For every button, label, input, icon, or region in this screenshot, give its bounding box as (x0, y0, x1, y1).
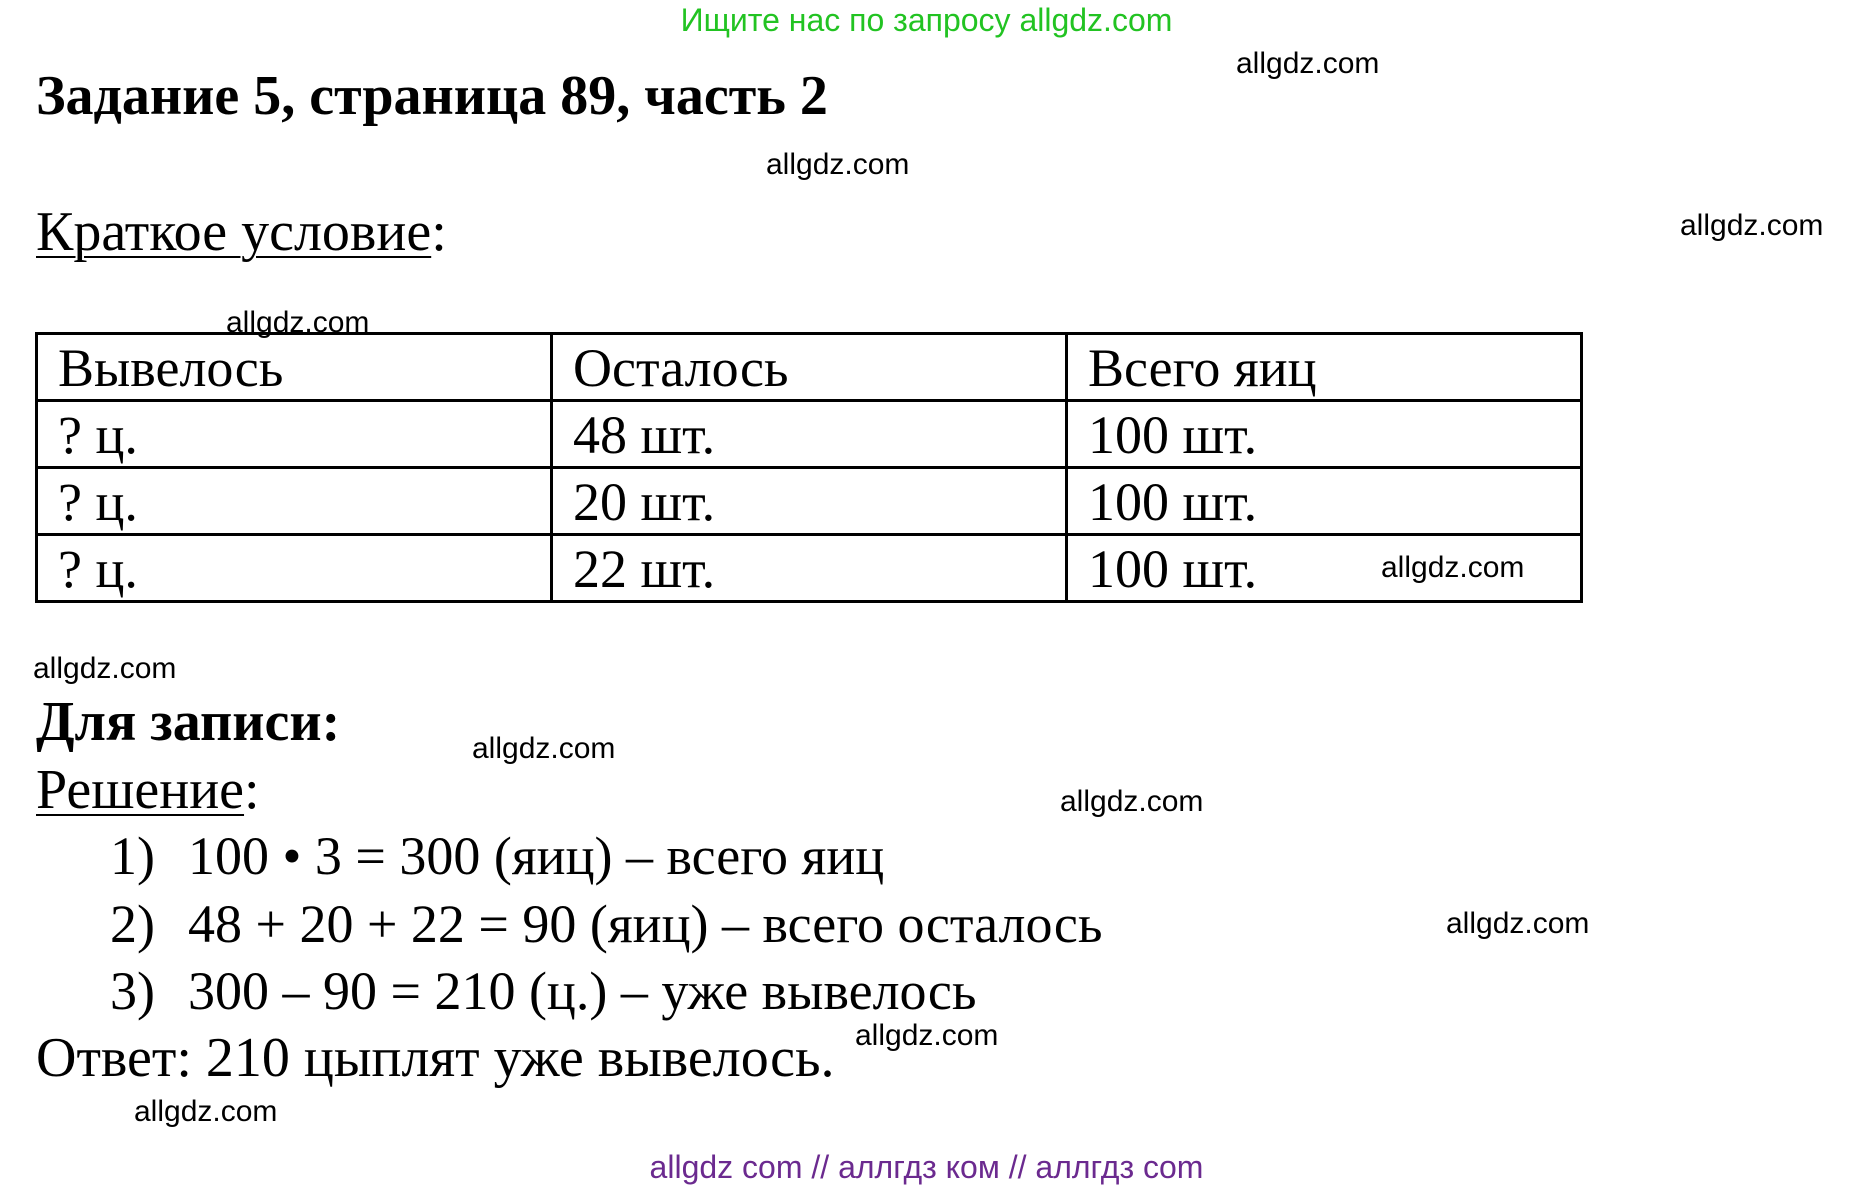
step-number: 1) (110, 826, 155, 886)
watermark: allgdz.com (1060, 785, 1204, 818)
table-cell: ? ц. (37, 535, 552, 602)
condition-heading-text: Краткое условие (36, 201, 432, 263)
watermark: allgdz.com (1680, 209, 1824, 242)
solution-step (110, 823, 884, 889)
table-cell: ? ц. (37, 401, 552, 468)
condition-heading-colon: : (431, 201, 447, 263)
table-cell: 100 шт. (1067, 401, 1582, 468)
step-number: 2) (110, 894, 155, 954)
condition-heading (36, 198, 447, 266)
record-heading: Для записи: (36, 691, 341, 753)
solution-heading-text: Решение (36, 759, 245, 821)
table-cell: 48 шт. (552, 401, 1067, 468)
step-text: 48 + 20 + 22 = 90 (яиц) – всего осталось (188, 894, 1103, 954)
table-row (37, 401, 1582, 468)
solution-heading (36, 756, 260, 824)
top-banner: Ищите нас по запросу allgdz.com (680, 2, 1173, 38)
watermark: allgdz.com (134, 1095, 278, 1128)
header-hatched: Вывелось (37, 334, 552, 401)
table-header-row (37, 334, 1582, 401)
watermark: allgdz.com (33, 652, 177, 685)
footer-bar: allgdz com // аллгдз ком // аллгдз com (649, 1149, 1204, 1185)
watermark: allgdz.com (766, 148, 910, 181)
table-row (37, 468, 1582, 535)
condition-table (35, 332, 1583, 603)
table-cell: 20 шт. (552, 468, 1067, 535)
header-remaining: Осталось (552, 334, 1067, 401)
table-cell: 100 шт. (1067, 468, 1582, 535)
solution-step (110, 958, 976, 1024)
step-number: 3) (110, 961, 155, 1021)
answer: Ответ: 210 цыплят уже вывелось. (36, 1027, 835, 1089)
table-cell: ? ц. (37, 468, 552, 535)
watermark: allgdz.com (855, 1019, 999, 1052)
watermark: allgdz.com (1236, 47, 1380, 80)
step-text: 100 • 3 = 300 (яиц) – всего яиц (188, 826, 885, 886)
solution-step (110, 891, 1102, 957)
watermark: allgdz.com (226, 306, 370, 339)
table-cell: 22 шт. (552, 535, 1067, 602)
watermark: allgdz.com (1381, 551, 1525, 584)
watermark: allgdz.com (472, 732, 616, 765)
watermark: allgdz.com (1446, 907, 1590, 940)
solution-heading-colon: : (244, 759, 260, 821)
step-text: 300 – 90 = 210 (ц.) – уже вывелось (188, 961, 977, 1021)
header-total-eggs: Всего яиц (1067, 334, 1582, 401)
task-title: Задание 5, страница 89, часть 2 (36, 65, 828, 127)
table-cell: 100 шт. (1067, 535, 1582, 602)
table-row (37, 535, 1582, 602)
